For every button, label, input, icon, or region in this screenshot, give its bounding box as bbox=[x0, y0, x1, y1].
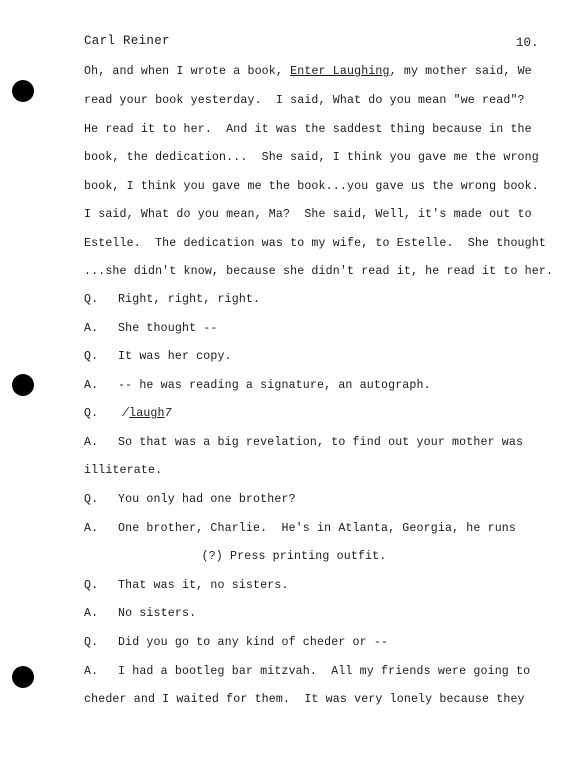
dialogue-continuation-centered: (?) Press printing outfit. bbox=[201, 550, 387, 563]
text-segment: Oh, and when I wrote a book, bbox=[84, 65, 291, 78]
page-number: 10. bbox=[516, 36, 539, 50]
interviewee-name: Carl Reiner bbox=[84, 34, 170, 48]
dialogue-line bbox=[84, 349, 232, 365]
binder-hole-bottom bbox=[12, 666, 34, 688]
dialogue-line bbox=[84, 406, 176, 422]
text-line: book, I think you gave me the book...you gave us the wrong book. bbox=[84, 180, 539, 193]
speaker-label: A. bbox=[84, 322, 99, 335]
bracket-open-glyph: / bbox=[122, 407, 130, 420]
text-segment: , my mother said, We bbox=[389, 65, 532, 78]
dialogue-text: I had a bootleg bar mitzvah. All my friends were going to bbox=[118, 665, 531, 678]
dialogue-line bbox=[84, 321, 218, 337]
speaker-label: Q. bbox=[84, 293, 99, 306]
bracket-close-glyph: 7 bbox=[164, 407, 172, 420]
dialogue-line bbox=[84, 635, 388, 651]
dialogue-line bbox=[84, 578, 289, 594]
dialogue-continuation: cheder and I waited for them. It was very lonely because they bbox=[84, 693, 525, 706]
dialogue-line bbox=[84, 292, 260, 308]
dialogue-line bbox=[84, 492, 296, 508]
text-line: read your book yesterday. I said, What do you mean "we read"? bbox=[84, 94, 525, 107]
book-title: Enter Laughing bbox=[290, 65, 390, 78]
speaker-label: Q. bbox=[84, 636, 99, 649]
dialogue-text: -- he was reading a signature, an autograph. bbox=[118, 379, 431, 392]
speaker-label: Q. bbox=[84, 493, 99, 506]
binder-hole-middle bbox=[12, 374, 34, 396]
dialogue-text: One brother, Charlie. He's in Atlanta, Georgia, he runs bbox=[118, 522, 517, 535]
dialogue-text: That was it, no sisters. bbox=[118, 579, 289, 592]
speaker-label: Q. bbox=[84, 350, 99, 363]
dialogue-text: Did you go to any kind of cheder or -- bbox=[118, 636, 389, 649]
text-line: ...she didn't know, because she didn't read it, he read it to her. bbox=[84, 265, 554, 278]
speaker-label: A. bbox=[84, 379, 99, 392]
dialogue-text: She thought -- bbox=[118, 322, 218, 335]
speaker-label: A. bbox=[84, 522, 99, 535]
speaker-label: Q. bbox=[84, 579, 99, 592]
text-line: book, the dedication... She said, I think you gave me the wrong bbox=[84, 151, 539, 164]
text-line: I said, What do you mean, Ma? She said, Well, it's made out to bbox=[84, 208, 532, 221]
dialogue-text: It was her copy. bbox=[118, 350, 232, 363]
dialogue-text: So that was a big revelation, to find out your mother was bbox=[118, 436, 524, 449]
speaker-label: A. bbox=[84, 665, 99, 678]
dialogue-line bbox=[84, 435, 523, 451]
text-line: He read it to her. And it was the saddest thing because in the bbox=[84, 123, 532, 136]
stage-direction bbox=[118, 406, 176, 422]
binder-hole-top bbox=[12, 80, 34, 102]
dialogue-continuation: illiterate. bbox=[84, 464, 163, 477]
speaker-label: A. bbox=[84, 607, 99, 620]
dialogue-line bbox=[84, 606, 196, 622]
dialogue-line bbox=[84, 664, 530, 680]
dialogue-line bbox=[84, 378, 431, 394]
text-line bbox=[84, 64, 532, 80]
dialogue-text: You only had one brother? bbox=[118, 493, 296, 506]
speaker-label: Q. bbox=[84, 407, 99, 420]
dialogue-text: No sisters. bbox=[118, 607, 197, 620]
text-line: Estelle. The dedication was to my wife, to Estelle. She thought bbox=[84, 237, 546, 250]
stage-direction-text: laugh bbox=[129, 407, 165, 420]
speaker-label: A. bbox=[84, 436, 99, 449]
dialogue-line bbox=[84, 521, 516, 537]
dialogue-text: Right, right, right. bbox=[118, 293, 261, 306]
